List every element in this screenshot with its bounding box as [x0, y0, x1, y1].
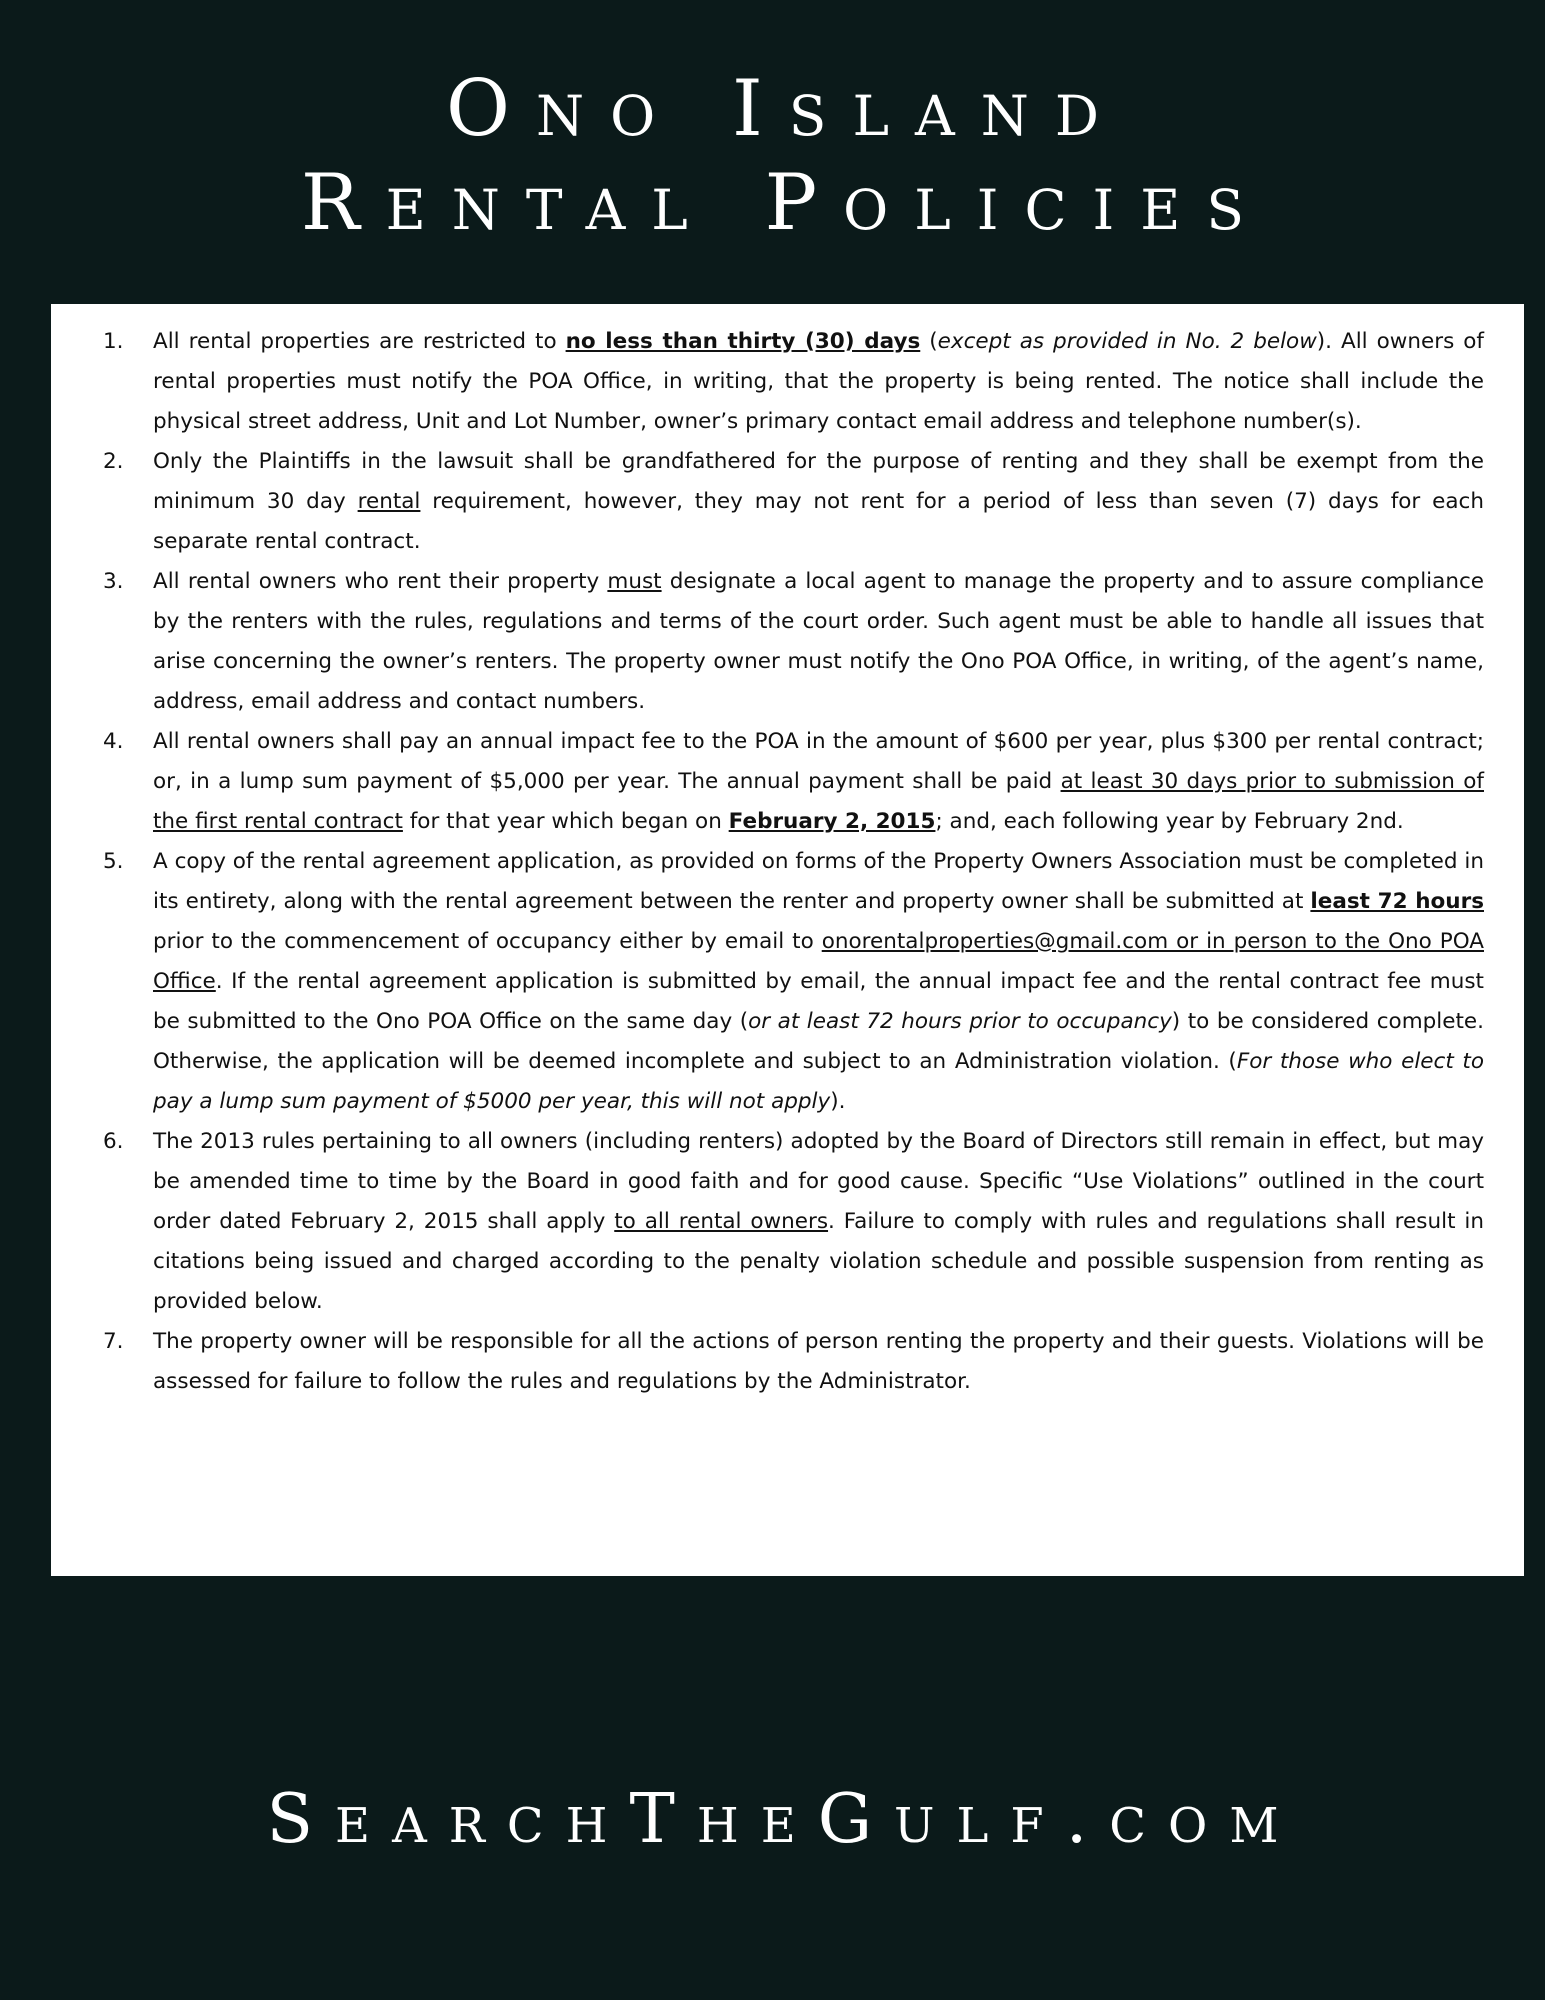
policy-number: 5.: [103, 849, 124, 874]
policy-text-run: except as provided in No. 2 below: [937, 329, 1317, 354]
policy-text-run: The property owner will be responsible for all the actions of person renting the property and their guests. Violations will be assessed for failure to follow the rules and regulations by the Administrator.: [153, 1329, 1484, 1394]
policy-number: 4.: [103, 729, 124, 754]
policy-text-run: prior to the commencement of occupancy either by email to: [153, 929, 822, 954]
policy-text: [153, 569, 1484, 714]
policy-text-run: ; and, each following year by February 2nd.: [935, 809, 1404, 834]
policy-text-run: to all rental owners: [614, 1209, 829, 1234]
policy-text: [153, 329, 1484, 434]
policy-item: [51, 562, 1524, 722]
title-line-1: Ono Island: [446, 64, 1125, 154]
title-line-2: Rental Policies: [300, 158, 1271, 248]
policy-text-run: or at least 72 hours prior to occupancy: [748, 1009, 1172, 1034]
policy-number: 1.: [103, 329, 124, 354]
policy-text-run: requirement, however, they may not rent for a period of less than seven (7) days for each separate rental contract.: [153, 489, 1484, 554]
policy-number: 7.: [103, 1329, 124, 1354]
policy-number: 3.: [103, 569, 124, 594]
policy-text-run: Only the Plaintiffs in the lawsuit shall be grandfathered for the purpose of renting and they shall be exempt from the minimum 30 day: [153, 449, 1484, 514]
policy-text-run: All rental owners shall pay an annual impact fee to the POA in the amount of $600 per year, plus $300 per rental contract; or, in a lump sum payment of $5,000 per year. The annual payment shall be paid: [153, 729, 1484, 794]
policies-list: [51, 322, 1524, 1402]
policy-text-run: for that year which began on: [402, 809, 729, 834]
policy-text: [153, 1329, 1484, 1394]
policy-text-run: no less than thirty (30) days: [565, 329, 921, 354]
policies-card: [51, 304, 1524, 1576]
policy-text-run: ).: [830, 1089, 846, 1114]
policy-text-run: rental: [357, 489, 421, 514]
policy-text: [153, 729, 1484, 834]
policy-text-run: least 72 hours: [1310, 889, 1484, 914]
policy-text-run: (: [920, 329, 938, 354]
policy-text-run: onorentalproperties@gmail.com or in person to the Ono POA Office: [153, 929, 1484, 994]
policy-number: 2.: [103, 449, 124, 474]
policy-text-run: All rental owners who rent their property: [153, 569, 608, 594]
policy-text: [153, 1129, 1484, 1314]
policy-text-run: All rental properties are restricted to: [153, 329, 566, 354]
page-title: [0, 62, 1545, 250]
policy-text: [153, 449, 1484, 554]
policy-text-run: ) to be considered complete. Otherwise, the application will be deemed incomplete and subject to an Administration violation. (: [153, 1009, 1484, 1074]
policy-number: 6.: [103, 1129, 124, 1154]
policy-text-run: . If the rental agreement application is submitted by email, the annual impact fee and the rental contract fee must be submitted to the Ono POA Office on the same day (: [153, 969, 1484, 1034]
policy-text-run: . Failure to comply with rules and regulations shall result in citations being issued and charged according to the penalty violation schedule and possible suspension from renting as provided below.: [153, 1209, 1484, 1314]
policy-text-run: ). All owners of rental properties must notify the POA Office, in writing, that the property is being rented. The notice shall include the physical street address, Unit and Lot Number, owner’s primary contact email address and telephone number(s).: [153, 329, 1484, 434]
policy-text-run: must: [607, 569, 662, 594]
policy-item: [51, 842, 1524, 1122]
policy-item: [51, 322, 1524, 442]
policy-text: [153, 849, 1484, 1114]
policy-text-run: The 2013 rules pertaining to all owners (including renters) adopted by the Board of Directors still remain in effect, but may be amended time to time by the Board in good faith and for good cause. Specific “Use Violations” outlined in the court order dated February 2, 2015 shall apply: [153, 1129, 1484, 1234]
policy-item: [51, 1322, 1524, 1402]
policy-text-run: For those who elect to pay a lump sum payment of $5000 per year, this will not apply: [153, 1049, 1484, 1114]
policy-item: [51, 442, 1524, 562]
policy-item: [51, 722, 1524, 842]
policy-text-run: designate a local agent to manage the property and to assure compliance by the renters with the rules, regulations and terms of the court order. Such agent must be able to handle all issues that arise concerning the owner’s renters. The property owner must notify the Ono POA Office, in writing, of the agent’s name, address, email address and contact numbers.: [153, 569, 1484, 714]
policy-text-run: A copy of the rental agreement application, as provided on forms of the Property Owners Association must be completed in its entirety, along with the rental agreement between the renter and property owner shall be submitted at: [153, 849, 1484, 914]
policy-text-run: at least 30 days prior to submission of the first rental contract: [153, 769, 1484, 834]
policy-item: [51, 1122, 1524, 1322]
footer-site: SearchTheGulf.com: [266, 1780, 1301, 1859]
policy-text-run: February 2, 2015: [728, 809, 936, 834]
